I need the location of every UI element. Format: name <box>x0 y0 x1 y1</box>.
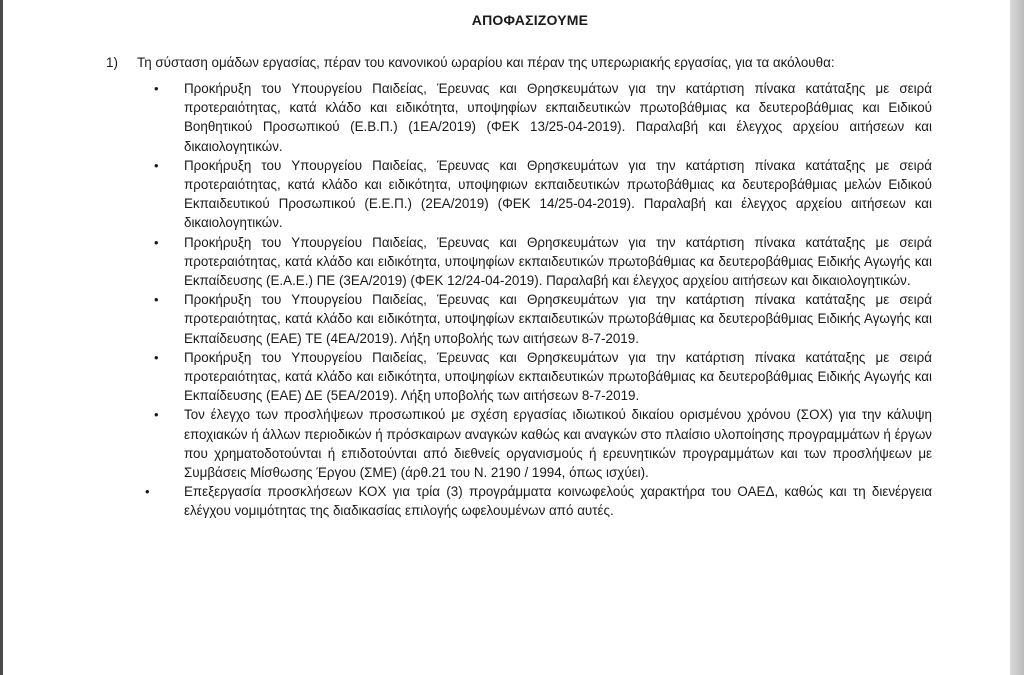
list-item-text: Προκήρυξη του Υπουργείου Παιδείας, Έρευνας και Θρησκευμάτων για την κατάρτιση πίνακα κατάταξης με σειρά προτεραιότητας, κατά κλάδο και ειδικότητα, υποψηφίων εκπαιδευτικών πρωτοβάθμιας κα δευτεροβάθμιας και Ειδικού Βοηθητικού Προσωπικού (Ε.Β.Π.) (1ΕΑ/2019) (ΦΕΚ 13/25-04-2019). Παραλαβή και έλεγχος αρχείου αιτήσεων και δικαιολογητικών. <box>184 81 932 154</box>
bullet-icon: • <box>154 292 159 308</box>
bullet-icon: • <box>154 234 159 250</box>
list-item <box>154 233 932 291</box>
document-heading: ΑΠΟΦΑΣΙΖΟΥΜΕ <box>471 12 589 28</box>
list-item <box>154 290 932 348</box>
list-item-text: Προκήρυξη του Υπουργείου Παιδείας, Έρευνας και Θρησκευμάτων για την κατάρτιση πίνακα κατάταξης με σειρά προτεραιότητας, κατά κλάδο και ειδικότητα, υποψηφίων εκπαιδευτικών πρωτοβάθμιας κα δευτεροβάθμιας Ειδικής Αγωγής και Εκπαίδευσης (ΕΑΕ) ΤΕ (4ΕΑ/2019). Λήξη υποβολής των αιτήσεων 8-7-2019. <box>184 292 932 346</box>
list-item-text: Τον έλεγχο των προσλήψεων προσωπικού με σχέση εργασίας ιδιωτικού δικαίου ορισμένου χρόνου (ΣΟΧ) για την κάλυψη εποχιακών ή άλλων περιοδικών ή πρόσκαιρων αναγκών καθώς και αναγκών στο πλαίσιο υλοποίησης προγραμμάτων ή έργων που χρηματοδοτούνται ή επιδοτούνται από διεθνείς οργανισμούς ή ερευνητικών προγραμμάτων και των προσλήψεων με Συμβάσεις Μίσθωσης Έργου (ΣΜΕ) (άρθ.21 του Ν. 2190 / 1994, όπως ισχύει). <box>184 407 933 481</box>
bullet-icon: • <box>154 81 159 96</box>
list-item <box>145 482 932 520</box>
item-intro-text: Τη σύσταση ομάδων εργασίας, πέραν του κανονικού ωραρίου και πέραν της υπερωριακής εργασίας, για τα ακόλουθα: <box>137 55 835 70</box>
bullet-icon: • <box>154 349 159 365</box>
list-item <box>154 79 932 156</box>
list-item <box>154 156 932 233</box>
bullet-list <box>145 79 933 521</box>
item-number: 1) <box>106 55 118 70</box>
list-item <box>154 405 933 482</box>
list-item-text: Προκήρυξη του Υπουργείου Παιδείας, Έρευνας και Θρησκευμάτων για την κατάρτιση πίνακα κατάταξης με σειρά προτεραιότητας, κατά κλάδο και ειδικότητα, υποψηφίων εκπαιδευτικών πρωτοβάθμιας κα δευτεροβάθμιας Ειδικής Αγωγής και Εκπαίδευσης (Ε.Α.Ε.) ΠΕ (3ΕΑ/2019) (ΦΕΚ 12/24-04-2019). Παραλαβή και έλεγχος αρχείου αιτήσεων και δικαιολογητικών. <box>184 234 932 289</box>
list-item-text: Προκήρυξη του Υπουργείου Παιδείας, Έρευνας και Θρησκευμάτων για την κατάρτιση πίνακα κατάταξης με σειρά προτεραιότητας, κατά κλάδο και ειδικότητα, υποψηφίων εκπαιδευτικών πρωτοβάθμιας κα δευτεροβάθμιας Ειδικής Αγωγής και Εκπαίδευσης (ΕΑΕ) ΔΕ (5ΕΑ/2019). Λήξη υποβολής των αιτήσεων 8-7-2019. <box>184 349 932 404</box>
list-item <box>154 348 932 406</box>
bullet-icon: • <box>154 157 159 173</box>
list-item-text: Προκήρυξη του Υπουργείου Παιδείας, Έρευνας και Θρησκευμάτων για την κατάρτιση πίνακα κατάταξης με σειρά προτεραιότητας, κατά κλάδο και ειδικότητα, υποψηφιων εκπαιδευτικών πρωτοβάθμιας κα δευτεροβάθμιας μελών Ειδικού Εκπαιδευτικού Προσωπικού (Ε.Ε.Π.) (2ΕΑ/2019) (ΦΕΚ 14/25-04-2019). Παραλαβή και έλεγχος αρχείου αιτήσεων και δικαιολογητικών. <box>184 157 932 231</box>
list-item-text: Επεξεργασία προσκλήσεων ΚΟΧ για τρία (3) προγράμματα κοινωφελούς χαρακτήρα του ΟΑΕΔ, καθώς και τη διενέργεια ελέγχου νομιμότητας της διαδικασίας επιλογής ωφελουμένων από αυτές. <box>184 484 932 519</box>
bullet-icon: • <box>154 407 159 423</box>
page-right-edge <box>1010 0 1024 675</box>
bullet-icon: • <box>145 484 150 500</box>
